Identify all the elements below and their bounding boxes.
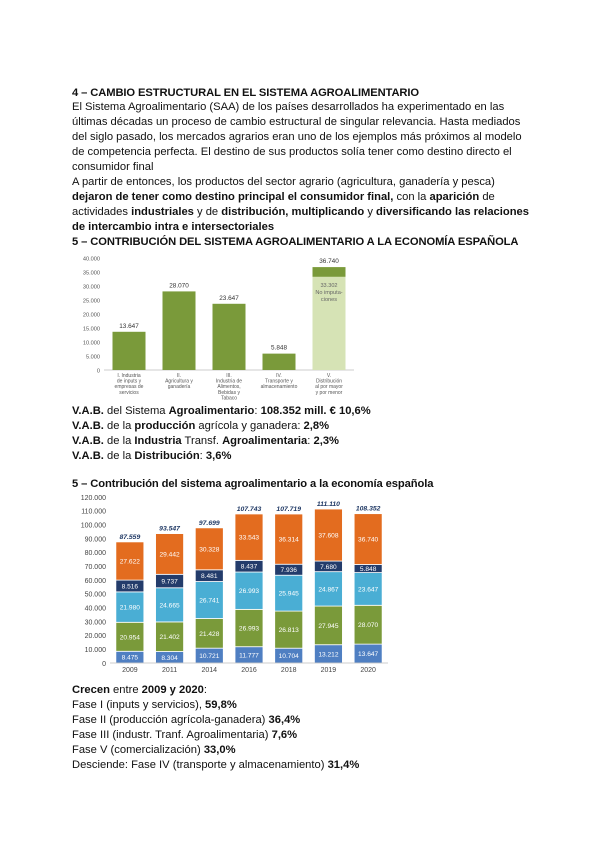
section5-title: 5 – CONTRIBUCIÓN DEL SISTEMA AGROALIMENTARIO A LA ECONOMÍA ESPAÑOLA bbox=[72, 236, 519, 248]
y-tick-label: 50.000 bbox=[84, 591, 106, 599]
x-tick-label: Alimentos, bbox=[217, 384, 241, 391]
segment-value-label: 26.993 bbox=[238, 625, 260, 633]
segment-value-label: 8.516 bbox=[121, 583, 139, 591]
x-tick-label: II. bbox=[176, 373, 182, 379]
y-tick-label: 100.000 bbox=[80, 522, 106, 530]
segment-value-label: 26.741 bbox=[199, 597, 220, 605]
total-label: 93.547 bbox=[159, 525, 180, 533]
total-label: 107.743 bbox=[236, 505, 262, 513]
growth-phase2: Fase II (producción agrícola-ganadera) 36,4% bbox=[72, 714, 301, 726]
total-label: 108.352 bbox=[355, 505, 381, 513]
bar-segment-top bbox=[313, 267, 346, 277]
x-tick-label: 2020 bbox=[360, 667, 376, 674]
segment-value-label: 8.437 bbox=[240, 563, 258, 571]
y-tick-label: 30.000 bbox=[84, 619, 106, 627]
y-tick-label: 20.000 bbox=[84, 633, 106, 641]
x-tick-label: empresas de bbox=[114, 384, 144, 391]
segment-value-label: 26.993 bbox=[238, 588, 260, 596]
segment-value-label: 24.665 bbox=[159, 602, 180, 610]
segment-value-label: 24.867 bbox=[318, 586, 339, 594]
stacked-bar-chart bbox=[72, 493, 392, 678]
x-tick-label: 2011 bbox=[162, 667, 178, 674]
growth-phase3: Fase III (industr. Tranf. Agroalimentaria) 7,6% bbox=[72, 729, 298, 741]
vab-line-system: V.A.B. del Sistema Agroalimentario: 108.352 mill. € 10,6% bbox=[72, 405, 371, 417]
y-tick-label: 35.000 bbox=[82, 270, 100, 277]
total-label: 87.559 bbox=[119, 533, 141, 541]
x-tick-label: Tabaco bbox=[220, 395, 238, 402]
segment-value-label: 13.212 bbox=[318, 651, 339, 659]
bar-inner-label: 33.302 bbox=[320, 282, 338, 289]
bar-inner-label: No imputa- bbox=[315, 289, 343, 296]
x-tick-label: IV. bbox=[276, 373, 282, 379]
segment-value-label: 29.442 bbox=[159, 551, 180, 559]
segment-value-label: 21.980 bbox=[119, 604, 140, 612]
segment-value-label: 10.721 bbox=[199, 653, 220, 661]
section4-paragraph1: El Sistema Agroalimentario (SAA) de los países desarrollados ha experimentado en las últimas décadas un proceso de cambio estructural de singular relevancia. Hasta mediados del siglo pasado, los mercados agrarios eran uno de los ejemplos más próximos al modelo de competencia perfecta. El destino de sus productos solía tener como destino directo el consumidor final bbox=[72, 101, 522, 173]
stacked-chart-heading bbox=[72, 477, 433, 491]
y-tick-label: 10.000 bbox=[84, 646, 106, 654]
x-tick-label: 2016 bbox=[241, 667, 257, 674]
x-tick-label: Transporte y bbox=[265, 378, 293, 385]
segment-value-label: 5.848 bbox=[359, 566, 377, 574]
phase-bar-chart bbox=[72, 252, 362, 402]
segment-value-label: 30.328 bbox=[199, 546, 220, 554]
segment-value-label: 23.647 bbox=[358, 586, 379, 594]
bar bbox=[163, 291, 196, 370]
section4-title: 4 – CAMBIO ESTRUCTURAL EN EL SISTEMA AGROALIMENTARIO bbox=[72, 87, 420, 99]
growth-phase1: Fase I (inputs y servicios), 59,8% bbox=[72, 699, 237, 711]
segment-value-label: 7.680 bbox=[320, 563, 337, 571]
x-tick-label: I. Industria bbox=[117, 373, 141, 379]
segment-value-label: 10.704 bbox=[278, 653, 299, 661]
x-tick-label: 2009 bbox=[122, 667, 138, 674]
y-tick-label: 120.000 bbox=[80, 494, 106, 502]
segment-value-label: 11.777 bbox=[239, 652, 259, 660]
bar-value-label: 5.848 bbox=[271, 344, 287, 352]
segment-value-label: 27.945 bbox=[318, 622, 339, 630]
y-tick-label: 0 bbox=[102, 660, 106, 668]
y-tick-label: 90.000 bbox=[84, 536, 106, 544]
x-tick-label: Industria de bbox=[215, 378, 243, 385]
segment-value-label: 7.936 bbox=[280, 567, 297, 575]
x-tick-label: 2018 bbox=[280, 667, 297, 674]
x-tick-label: 2019 bbox=[320, 667, 337, 674]
y-tick-label: 0 bbox=[96, 368, 100, 375]
x-tick-label: Bebidas y bbox=[218, 389, 240, 396]
y-tick-label: 80.000 bbox=[84, 550, 106, 558]
section4-paragraph2: A partir de entonces, los productos del sector agrario (agricultura, ganadería y pesca) dejaron de tener como destino principal el consumidor final, con la aparición de actividades industriales y de distribución, multiplicando y diversificando las relaciones de intercambio intra e intersectoriales bbox=[72, 176, 529, 233]
segment-value-label: 28.070 bbox=[358, 622, 379, 630]
bar bbox=[113, 332, 146, 370]
y-tick-label: 40.000 bbox=[82, 256, 100, 263]
bar bbox=[213, 304, 246, 370]
bar-value-label: 36.740 bbox=[319, 258, 339, 266]
bar-value-label: 23.647 bbox=[219, 294, 239, 302]
vab-line-industry: V.A.B. de la Industria Transf. Agroalimentaria: 2,3% bbox=[72, 435, 339, 447]
segment-value-label: 21.428 bbox=[199, 630, 220, 638]
x-tick-label: 2014 bbox=[201, 667, 218, 674]
document-body bbox=[72, 86, 532, 249]
x-tick-label: Agricultura y bbox=[165, 378, 193, 385]
x-tick-label: al por mayor bbox=[315, 384, 343, 391]
bar-inner-label: ciones bbox=[320, 296, 338, 303]
segment-value-label: 8.304 bbox=[161, 654, 178, 662]
x-tick-label: de inputs y bbox=[116, 378, 142, 385]
y-tick-label: 15.000 bbox=[82, 326, 100, 333]
y-tick-label: 110.000 bbox=[81, 508, 106, 516]
y-tick-label: 60.000 bbox=[84, 577, 106, 585]
segment-value-label: 25.945 bbox=[278, 590, 299, 598]
total-label: 111.110 bbox=[316, 501, 340, 509]
y-tick-label: 10.000 bbox=[82, 340, 100, 347]
y-tick-label: 40.000 bbox=[84, 605, 106, 613]
y-tick-label: 70.000 bbox=[84, 563, 106, 571]
vab-line-production: V.A.B. de la producción agrícola y ganadera: 2,8% bbox=[72, 420, 330, 432]
bar-value-label: 28.070 bbox=[169, 282, 189, 290]
x-tick-label: servicios bbox=[119, 389, 139, 396]
bar-value-label: 13.647 bbox=[119, 322, 139, 330]
segment-value-label: 20.954 bbox=[119, 634, 140, 642]
y-tick-label: 5.000 bbox=[86, 354, 100, 361]
segment-value-label: 36.314 bbox=[278, 536, 299, 544]
total-label: 107.719 bbox=[276, 505, 302, 513]
x-tick-label: III. bbox=[226, 373, 232, 379]
x-tick-label: y por menor bbox=[315, 389, 343, 396]
segment-value-label: 26.813 bbox=[278, 627, 299, 635]
y-tick-label: 30.000 bbox=[82, 284, 100, 291]
segment-value-label: 37.608 bbox=[318, 532, 339, 540]
growth-summary bbox=[72, 683, 532, 773]
growth-heading: Crecen entre 2009 y 2020: bbox=[72, 684, 207, 696]
growth-phase5: Fase V (comercialización) 33,0% bbox=[72, 744, 236, 756]
x-tick-label: Distribución bbox=[315, 378, 343, 385]
segment-value-label: 21.402 bbox=[159, 634, 180, 642]
vab-line-distribution: V.A.B. de la Distribución: 3,6% bbox=[72, 450, 232, 462]
total-label: 97.699 bbox=[198, 519, 220, 527]
segment-value-label: 36.740 bbox=[358, 536, 379, 544]
bar bbox=[263, 354, 296, 370]
segment-value-label: 27.622 bbox=[119, 558, 140, 566]
y-tick-label: 25.000 bbox=[82, 298, 100, 305]
segment-value-label: 8.475 bbox=[121, 654, 139, 662]
segment-value-label: 13.647 bbox=[358, 651, 379, 659]
y-tick-label: 20.000 bbox=[82, 312, 100, 319]
stacked-chart-title: 5 – Contribución del sistema agroalimentario a la economía española bbox=[72, 478, 434, 490]
x-tick-label: ganadería bbox=[167, 384, 191, 391]
vab-summary bbox=[72, 404, 532, 464]
segment-value-label: 33.543 bbox=[238, 534, 260, 542]
decline-phase4: Desciende: Fase IV (transporte y almacenamiento) 31,4% bbox=[72, 759, 360, 771]
segment-value-label: 9.737 bbox=[161, 578, 178, 586]
x-tick-label: almacenamiento bbox=[260, 384, 298, 391]
x-tick-label: V. bbox=[326, 373, 332, 379]
segment-value-label: 8.481 bbox=[201, 573, 218, 581]
